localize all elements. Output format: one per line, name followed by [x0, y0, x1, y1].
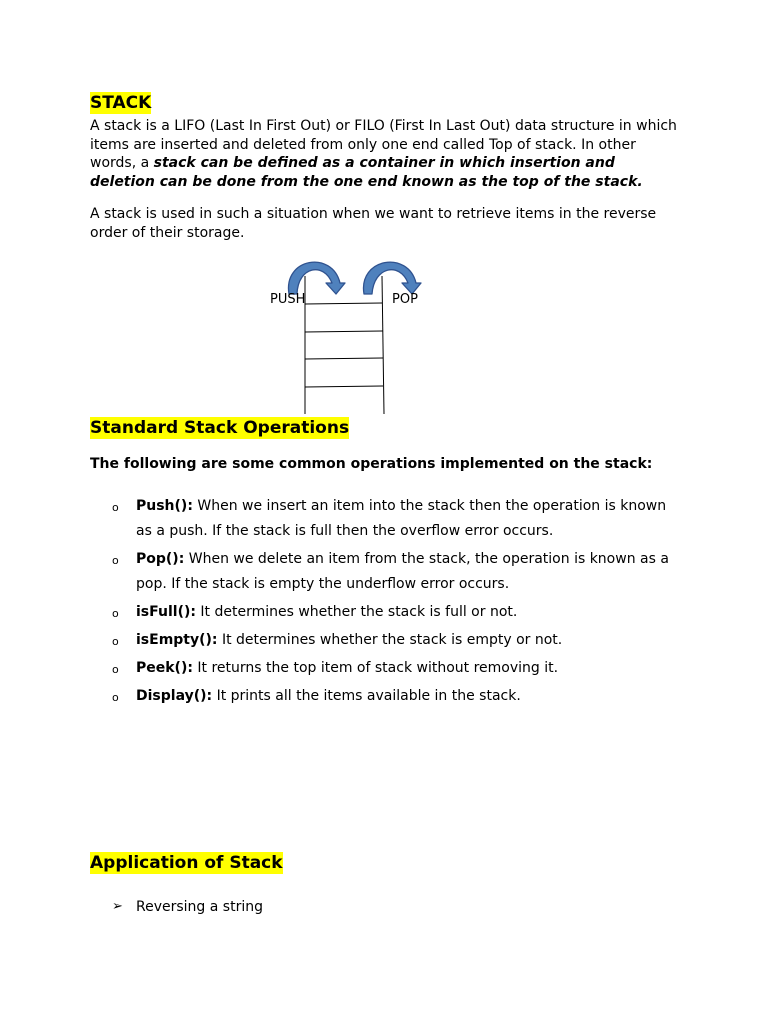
list-item — [110, 494, 680, 544]
operation-name: Peek(): — [136, 660, 193, 676]
stack-heading: STACK — [90, 93, 152, 113]
list-item — [110, 547, 680, 597]
operation-description: It determines whether the stack is full or not. — [195, 604, 518, 620]
application-heading: Application of Stack — [90, 853, 283, 873]
bullet-marker: o — [112, 691, 119, 704]
stack-slot-line — [305, 358, 383, 359]
operations-list — [110, 494, 680, 712]
operation-description: When we delete an item from the stack, the operation is known as a pop. If the stack is empty the underflow error occurs. — [136, 551, 669, 592]
list-item — [110, 684, 680, 709]
operation-name: isFull(): — [136, 604, 196, 620]
list-item — [110, 600, 680, 625]
bullet-marker: o — [112, 663, 119, 676]
operation-description: It prints all the items available in the stack. — [212, 688, 521, 704]
operation-name: Push(): — [136, 498, 193, 514]
definition-emphasis-text: stack can be defined as a container in which insertion and deletion can be done from the one end known as the top of the stack. — [90, 155, 643, 190]
stack-slot-line — [305, 386, 383, 387]
operations-heading: Standard Stack Operations — [90, 418, 350, 438]
push-arrow-icon — [288, 262, 345, 294]
bullet-marker: o — [112, 607, 119, 620]
application-item-text: Reversing a string — [136, 899, 263, 915]
push-label: PUSH — [270, 292, 306, 307]
list-item — [110, 656, 680, 681]
operation-description: It returns the top item of stack without removing it. — [192, 660, 559, 676]
application-list — [110, 896, 680, 918]
operation-name: Pop(): — [136, 551, 185, 567]
bullet-marker: o — [112, 554, 119, 567]
arrow-bullet-icon: ➢ — [112, 899, 123, 914]
pop-label: POP — [392, 292, 418, 307]
stack-slot-line — [305, 303, 382, 304]
stack-right-wall — [382, 276, 384, 414]
definition-plain-text: A stack is a LIFO (Last In First Out) or FILO (First In Last Out) data structure in which items are inserted and deleted from only one end called Top of stack. In other words, a — [90, 118, 677, 171]
stack-slot-line — [305, 331, 383, 332]
stack-diagram — [0, 0, 768, 420]
stack-usage-paragraph: A stack is used in such a situation when we want to retrieve items in the reverse order of their storage. — [90, 206, 657, 241]
operation-name: Display(): — [136, 688, 213, 704]
list-item — [110, 628, 680, 653]
operation-description: It determines whether the stack is empty or not. — [217, 632, 563, 648]
bullet-marker: o — [112, 501, 119, 514]
operation-description: When we insert an item into the stack then the operation is known as a push. If the stack is full then the overflow error occurs. — [136, 498, 667, 539]
operations-intro: The following are some common operations implemented on the stack: — [90, 456, 653, 472]
list-item — [110, 896, 680, 918]
bullet-marker: o — [112, 635, 119, 648]
operation-name: isEmpty(): — [136, 632, 218, 648]
pop-arrow-icon — [364, 262, 421, 294]
